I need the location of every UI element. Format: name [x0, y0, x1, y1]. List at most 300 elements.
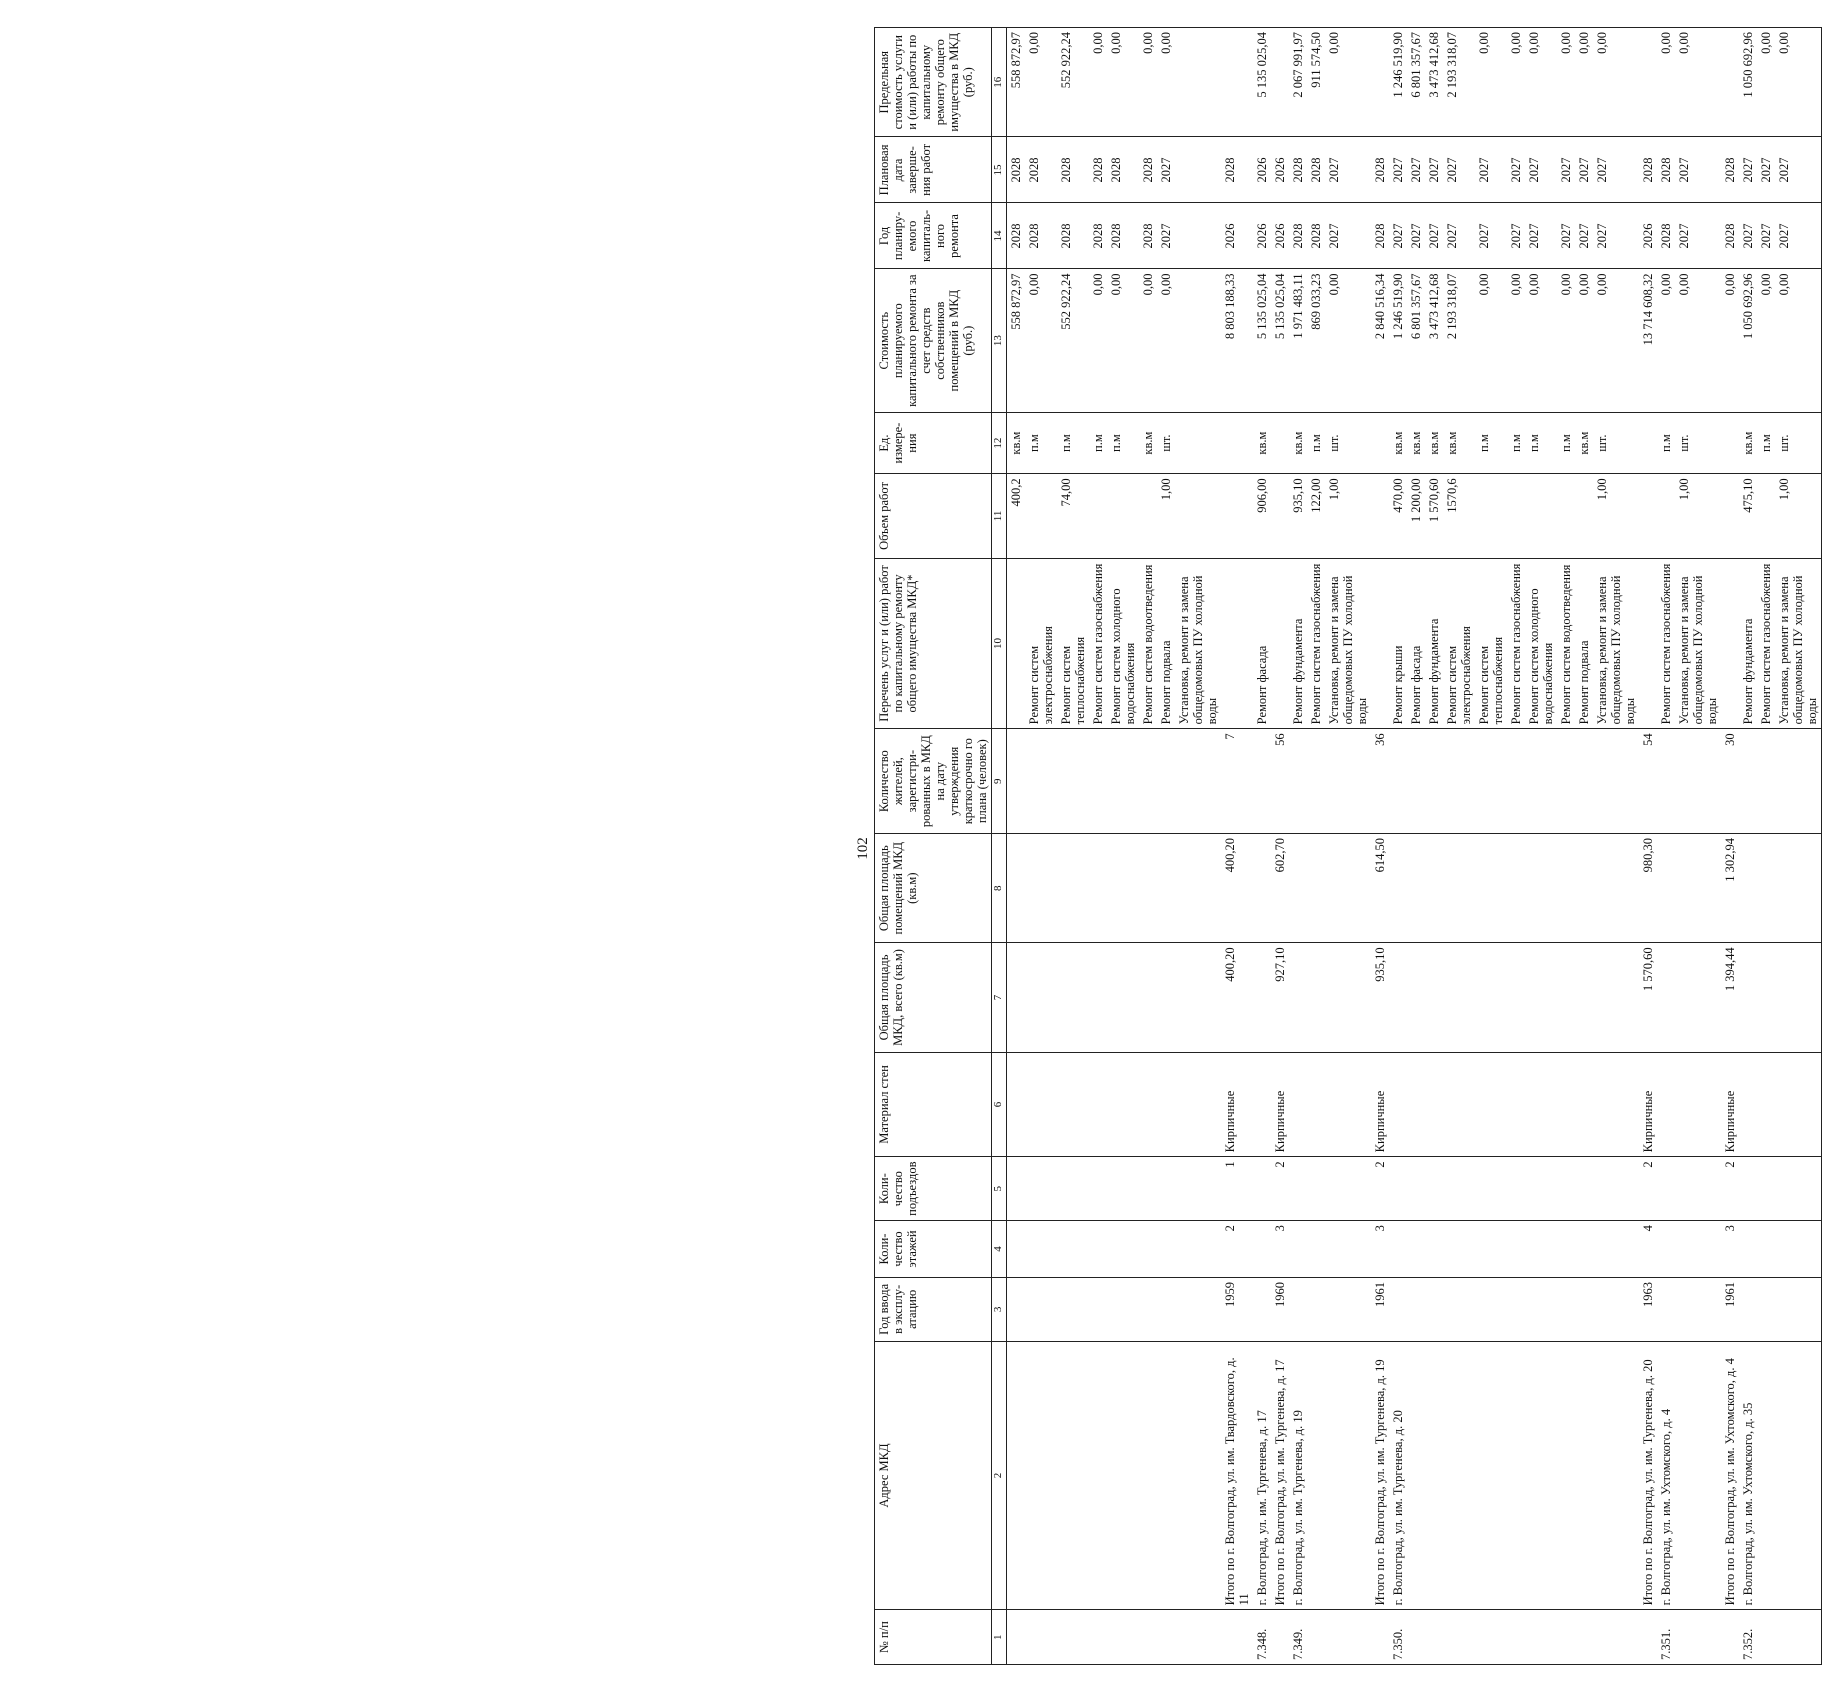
table-body: [1007, 28, 1822, 1665]
table-cell: [1025, 834, 1057, 943]
table-cell: [1175, 269, 1221, 412]
table-cell: 54: [1639, 729, 1657, 834]
header-cell: Объем работ: [875, 474, 992, 558]
table-cell: Ремонт подвала: [1157, 558, 1175, 729]
table-cell: [1389, 1221, 1407, 1278]
table-cell: [1139, 729, 1157, 834]
column-number: 9: [992, 729, 1007, 834]
table-cell: [1575, 1341, 1593, 1610]
table-cell: [1557, 474, 1575, 558]
table-cell: [1157, 1277, 1175, 1341]
table-cell: п.м: [1057, 412, 1089, 473]
table-cell: 1961: [1371, 1277, 1389, 1341]
table-cell: Ремонт фундамента: [1289, 558, 1307, 729]
table-cell: 1 246 519,90: [1389, 28, 1407, 137]
table-cell: 0,00: [1575, 28, 1593, 137]
table-cell: Ремонт систем теплоснабжения: [1057, 558, 1089, 729]
table-cell: [1407, 1221, 1425, 1278]
table-cell: [1443, 943, 1475, 1052]
table-cell: [1089, 1341, 1107, 1610]
table-cell: [1475, 474, 1507, 558]
table-cell: [1675, 1157, 1721, 1221]
table-cell: [1407, 1341, 1425, 1610]
table-cell: 2027: [1425, 137, 1443, 203]
table-cell: 3: [1371, 1221, 1389, 1278]
table-cell: [1443, 1157, 1475, 1221]
table-cell: [1757, 729, 1775, 834]
table-cell: [1307, 834, 1325, 943]
table-cell: 0,00: [1107, 269, 1139, 412]
table-cell: 7.349.: [1289, 1610, 1307, 1665]
column-number: 14: [992, 203, 1007, 269]
table-cell: [1157, 1341, 1175, 1610]
table-cell: [1443, 1610, 1475, 1665]
table-cell: 0,00: [1675, 28, 1721, 137]
work-row: [1175, 28, 1221, 1665]
table-cell: [1271, 558, 1289, 729]
table-cell: 1959: [1221, 1277, 1253, 1341]
table-cell: [1443, 1341, 1475, 1610]
table-cell: [1721, 474, 1739, 558]
table-cell: 2028: [1107, 203, 1139, 269]
table-cell: [1575, 1052, 1593, 1157]
table-cell: 2027: [1525, 137, 1557, 203]
table-cell: [1107, 1341, 1139, 1610]
table-cell: [1107, 1610, 1139, 1665]
table-cell: 2028: [1371, 137, 1389, 203]
table-cell: [1525, 1157, 1557, 1221]
table-cell: [1253, 1052, 1271, 1157]
table-cell: [1307, 1610, 1325, 1665]
table-cell: 2027: [1675, 203, 1721, 269]
table-cell: 1961: [1721, 1277, 1739, 1341]
column-number: 6: [992, 1052, 1007, 1157]
object-row: [1389, 28, 1407, 1665]
table-cell: [1575, 1610, 1593, 1665]
table-cell: п.м: [1757, 412, 1775, 473]
table-cell: 1 394,44: [1721, 943, 1739, 1052]
table-cell: 1 050 692,96: [1739, 28, 1757, 137]
table-cell: [1325, 1052, 1371, 1157]
table-cell: [1721, 1610, 1739, 1665]
header-cell: Коли-чество этажей: [875, 1221, 992, 1278]
table-cell: 2028: [1289, 203, 1307, 269]
table-cell: [1443, 1221, 1475, 1278]
table-cell: [1289, 834, 1307, 943]
table-cell: [1139, 1221, 1157, 1278]
table-cell: [1739, 834, 1757, 943]
table-cell: [1057, 1157, 1089, 1221]
table-cell: Итого по г. Волгоград, ул. им. Тургенева, д. 19: [1371, 1341, 1389, 1610]
object-row: [1739, 28, 1757, 1665]
work-row: [1443, 28, 1475, 1665]
table-cell: 1,00: [1325, 474, 1371, 558]
table-cell: [1089, 729, 1107, 834]
table-cell: 2027: [1575, 137, 1593, 203]
table-cell: 1: [1221, 1157, 1253, 1221]
table-cell: 6 801 357,67: [1407, 28, 1425, 137]
table-cell: 2028: [1139, 137, 1157, 203]
table-cell: п.м: [1089, 412, 1107, 473]
table-cell: [1525, 834, 1557, 943]
table-cell: [1657, 1221, 1675, 1278]
table-cell: 0,00: [1107, 28, 1139, 137]
table-cell: 2027: [1575, 203, 1593, 269]
table-cell: [1089, 1157, 1107, 1221]
subtotal-row: [1371, 28, 1389, 1665]
table-cell: [1507, 1610, 1525, 1665]
table-cell: [1507, 1341, 1525, 1610]
work-row: [1557, 28, 1575, 1665]
column-number: 8: [992, 834, 1007, 943]
table-cell: 2027: [1443, 137, 1475, 203]
table-cell: [1175, 1610, 1221, 1665]
table-cell: [1175, 1277, 1221, 1341]
table-cell: 0,00: [1593, 28, 1639, 137]
table-cell: Ремонт систем теплоснабжения: [1475, 558, 1507, 729]
table-cell: [1325, 943, 1371, 1052]
table-cell: [1593, 1277, 1639, 1341]
table-cell: Итого по г. Волгоград, ул. им. Ухтомского, д. 4: [1721, 1341, 1739, 1610]
table-cell: [1593, 1052, 1639, 1157]
table-cell: [1721, 28, 1739, 137]
work-row: [1475, 28, 1507, 1665]
page-number: 102: [855, 837, 871, 860]
table-cell: [1175, 1157, 1221, 1221]
table-cell: 0,00: [1557, 269, 1575, 412]
subtotal-row: [1639, 28, 1657, 1665]
table-cell: Итого по г. Волгоград, ул. им. Тургенева, д. 17: [1271, 1341, 1289, 1610]
table-cell: [1507, 1277, 1525, 1341]
table-cell: [1443, 1052, 1475, 1157]
table-cell: [1175, 834, 1221, 943]
table-cell: 0,00: [1507, 28, 1525, 137]
work-row: [1089, 28, 1107, 1665]
table-cell: [1175, 137, 1221, 203]
table-cell: [1107, 729, 1139, 834]
column-number: 11: [992, 474, 1007, 558]
table-cell: [1775, 1052, 1822, 1157]
table-cell: 906,00: [1253, 474, 1271, 558]
table-cell: [1025, 474, 1057, 558]
table-cell: п.м: [1557, 412, 1575, 473]
table-cell: [1007, 1277, 1026, 1341]
work-row: [1307, 28, 1325, 1665]
table-cell: г. Волгоград, ул. им. Тургенева, д. 19: [1289, 1341, 1307, 1610]
table-cell: [1271, 474, 1289, 558]
header-cell: Коли-чество подъездов: [875, 1157, 992, 1221]
table-cell: [1325, 1157, 1371, 1221]
table-cell: 30: [1721, 729, 1739, 834]
table-cell: [1157, 1157, 1175, 1221]
table-cell: Ремонт систем водоотведения: [1139, 558, 1157, 729]
table-cell: [1057, 1052, 1089, 1157]
table-cell: 0,00: [1775, 28, 1822, 137]
table-cell: 2028: [1289, 137, 1307, 203]
table-cell: 2027: [1407, 137, 1425, 203]
table-cell: [1757, 943, 1775, 1052]
table-cell: [1325, 1221, 1371, 1278]
header-cell: Ед. измере-ния: [875, 412, 992, 473]
table-cell: [1025, 1157, 1057, 1221]
table-cell: [1675, 943, 1721, 1052]
table-cell: 5 135 025,04: [1253, 28, 1271, 137]
subtotal-row: [1721, 28, 1739, 1665]
object-row: [1289, 28, 1307, 1665]
table-cell: [1289, 729, 1307, 834]
table-cell: [1057, 943, 1089, 1052]
table-cell: Кирпичные: [1221, 1052, 1253, 1157]
table-cell: 74,00: [1057, 474, 1089, 558]
table-cell: [1389, 1052, 1407, 1157]
table-cell: 2028: [1007, 137, 1026, 203]
table-cell: [1107, 1052, 1139, 1157]
table-cell: Ремонт систем газоснабжения: [1307, 558, 1325, 729]
table-cell: [1025, 1052, 1057, 1157]
table-cell: 2027: [1757, 137, 1775, 203]
table-cell: 2028: [1107, 137, 1139, 203]
table-cell: Ремонт фасада: [1253, 558, 1271, 729]
table-cell: кв.м: [1289, 412, 1307, 473]
table-cell: п.м: [1025, 412, 1057, 473]
table-cell: Ремонт подвала: [1575, 558, 1593, 729]
table-cell: [1371, 558, 1389, 729]
table-cell: [1407, 1052, 1425, 1157]
table-cell: Ремонт систем электроснабжения: [1025, 558, 1057, 729]
table-cell: [1307, 1052, 1325, 1157]
table-cell: 2027: [1157, 137, 1175, 203]
table-cell: 0,00: [1089, 28, 1107, 137]
table-cell: [1757, 1277, 1775, 1341]
table-cell: 2028: [1721, 137, 1739, 203]
subtotal-row: [1221, 28, 1253, 1665]
table-cell: [1025, 1341, 1057, 1610]
table-cell: [1221, 1610, 1253, 1665]
table-cell: 2027: [1507, 137, 1525, 203]
table-cell: 2028: [1057, 137, 1089, 203]
table-cell: г. Волгоград, ул. им. Тургенева, д. 20: [1389, 1341, 1407, 1610]
table-cell: [1557, 1052, 1575, 1157]
table-cell: [1007, 834, 1026, 943]
work-row: [1025, 28, 1057, 1665]
header-cell: Общая площадь МКД, всего (кв.м): [875, 943, 992, 1052]
table-cell: 122,00: [1307, 474, 1325, 558]
table-cell: [1775, 1221, 1822, 1278]
table-cell: [1557, 729, 1575, 834]
table-cell: 2: [1271, 1157, 1289, 1221]
table-cell: [1007, 729, 1026, 834]
table-cell: [1307, 1157, 1325, 1221]
table-cell: [1271, 412, 1289, 473]
table-cell: [1575, 1277, 1593, 1341]
table-cell: кв.м: [1389, 412, 1407, 473]
header-cell: Плановая дата заверше-ния работ: [875, 137, 992, 203]
table-cell: кв.м: [1139, 412, 1157, 473]
table-cell: 2027: [1407, 203, 1425, 269]
table-cell: [1107, 1157, 1139, 1221]
table-cell: [1139, 1157, 1157, 1221]
table-cell: п.м: [1507, 412, 1525, 473]
table-cell: 2026: [1221, 203, 1253, 269]
table-cell: Ремонт фундамента: [1739, 558, 1757, 729]
table-cell: [1057, 729, 1089, 834]
column-number: 5: [992, 1157, 1007, 1221]
table-cell: 2028: [1221, 137, 1253, 203]
table-cell: 1 302,94: [1721, 834, 1739, 943]
table-cell: [1557, 1341, 1575, 1610]
table-cell: 614,50: [1371, 834, 1389, 943]
table-cell: [1575, 1221, 1593, 1278]
table-cell: 0,00: [1025, 269, 1057, 412]
table-cell: [1007, 1157, 1026, 1221]
table-cell: 2 193 318,07: [1443, 28, 1475, 137]
table-cell: 0,00: [1775, 269, 1822, 412]
table-cell: Установка, ремонт и замена общедомовых ПУ холодной воды: [1175, 558, 1221, 729]
table-cell: 4: [1639, 1221, 1657, 1278]
capital-repair-table: [874, 27, 1822, 1665]
table-cell: [1525, 1610, 1557, 1665]
table-cell: [1657, 474, 1675, 558]
table-cell: [1775, 1277, 1822, 1341]
table-cell: [1107, 943, 1139, 1052]
table-cell: 0,00: [1139, 269, 1157, 412]
table-cell: [1089, 1610, 1107, 1665]
table-cell: г. Волгоград, ул. им. Ухтомского, д. 4: [1657, 1341, 1675, 1610]
table-cell: г. Волгоград, ул. им. Ухтомского, д. 35: [1739, 1341, 1757, 1610]
table-cell: 0,00: [1593, 269, 1639, 412]
header-cell: Адрес МКД: [875, 1341, 992, 1610]
table-cell: [1007, 1221, 1026, 1278]
table-cell: [1675, 729, 1721, 834]
table-cell: Итого по г. Волгоград, ул. им. Твардовского, д. 11: [1221, 1341, 1253, 1610]
table-cell: [1657, 729, 1675, 834]
table-cell: Ремонт систем водоотведения: [1557, 558, 1575, 729]
column-number-row: [992, 28, 1007, 1665]
header-row: [875, 28, 992, 1665]
table-cell: 7.351.: [1657, 1610, 1675, 1665]
table-cell: [1139, 1277, 1157, 1341]
table-cell: [1057, 1610, 1089, 1665]
table-cell: [1425, 943, 1443, 1052]
table-cell: [1443, 1277, 1475, 1341]
table-cell: [1407, 1157, 1425, 1221]
table-cell: 927,10: [1271, 943, 1289, 1052]
table-cell: [1371, 1610, 1389, 1665]
table-cell: [1657, 943, 1675, 1052]
table-cell: 2027: [1425, 203, 1443, 269]
column-number: 13: [992, 269, 1007, 412]
table-cell: [1739, 1277, 1757, 1341]
table-cell: Ремонт крыши: [1389, 558, 1407, 729]
table-cell: [1325, 729, 1371, 834]
table-cell: 1 200,00: [1407, 474, 1425, 558]
table-cell: [1253, 943, 1271, 1052]
table-cell: [1271, 28, 1289, 137]
table-cell: шт.: [1775, 412, 1822, 473]
work-row: [1107, 28, 1139, 1665]
table-cell: 2: [1639, 1157, 1657, 1221]
table-cell: [1675, 834, 1721, 943]
table-cell: [1425, 834, 1443, 943]
table-cell: [1557, 943, 1575, 1052]
table-cell: 2027: [1739, 203, 1757, 269]
table-cell: [1575, 474, 1593, 558]
table-cell: 2028: [1639, 137, 1657, 203]
table-cell: [1739, 729, 1757, 834]
table-cell: [1007, 1610, 1026, 1665]
table-cell: [1575, 943, 1593, 1052]
table-cell: кв.м: [1575, 412, 1593, 473]
table-cell: 0,00: [1139, 28, 1157, 137]
table-cell: [1253, 834, 1271, 943]
table-cell: 2027: [1593, 203, 1639, 269]
column-number: 1: [992, 1610, 1007, 1665]
table-cell: [1271, 1610, 1289, 1665]
table-cell: шт.: [1593, 412, 1639, 473]
table-cell: [1139, 1052, 1157, 1157]
table-cell: [1289, 1277, 1307, 1341]
table-cell: [1089, 943, 1107, 1052]
table-cell: [1389, 943, 1407, 1052]
table-cell: [1221, 558, 1253, 729]
subtotal-row: [1271, 28, 1289, 1665]
table-cell: [1593, 729, 1639, 834]
table-cell: [1253, 1157, 1271, 1221]
table-cell: 935,10: [1289, 474, 1307, 558]
table-cell: [1657, 1052, 1675, 1157]
table-cell: [1089, 1221, 1107, 1278]
table-cell: Кирпичные: [1271, 1052, 1289, 1157]
table-cell: Установка, ремонт и замена общедомовых ПУ холодной воды: [1675, 558, 1721, 729]
table-cell: [1389, 834, 1407, 943]
table-cell: 869 033,23: [1307, 269, 1325, 412]
table-cell: кв.м: [1425, 412, 1443, 473]
table-cell: [1139, 1341, 1157, 1610]
table-cell: [1289, 1221, 1307, 1278]
table-cell: 0,00: [1025, 28, 1057, 137]
column-number: 15: [992, 137, 1007, 203]
table-cell: 2027: [1775, 203, 1822, 269]
table-cell: [1593, 943, 1639, 1052]
table-cell: 935,10: [1371, 943, 1389, 1052]
table-cell: [1007, 558, 1026, 729]
table-cell: Ремонт систем электроснабжения: [1443, 558, 1475, 729]
table-cell: [1639, 474, 1657, 558]
table-cell: г. Волгоград, ул. им. Тургенева, д. 17: [1253, 1341, 1271, 1610]
table-cell: кв.м: [1007, 412, 1026, 473]
table-cell: кв.м: [1443, 412, 1475, 473]
table-cell: 2027: [1775, 137, 1822, 203]
table-cell: 400,20: [1221, 943, 1253, 1052]
column-number: 4: [992, 1221, 1007, 1278]
table-cell: [1389, 1157, 1407, 1221]
work-row: [1007, 28, 1026, 1665]
table-cell: [1507, 943, 1525, 1052]
work-row: [1139, 28, 1157, 1665]
table-cell: [1425, 1052, 1443, 1157]
table-cell: 7.348.: [1253, 1610, 1271, 1665]
column-number: 10: [992, 558, 1007, 729]
table-cell: [1525, 943, 1557, 1052]
table-cell: [1175, 474, 1221, 558]
table-cell: [1639, 558, 1657, 729]
table-cell: Ремонт систем газоснабжения: [1657, 558, 1675, 729]
table-cell: 5 135 025,04: [1253, 269, 1271, 412]
table-cell: шт.: [1325, 412, 1371, 473]
work-row: [1525, 28, 1557, 1665]
table-cell: [1139, 943, 1157, 1052]
table-cell: [1475, 1610, 1507, 1665]
